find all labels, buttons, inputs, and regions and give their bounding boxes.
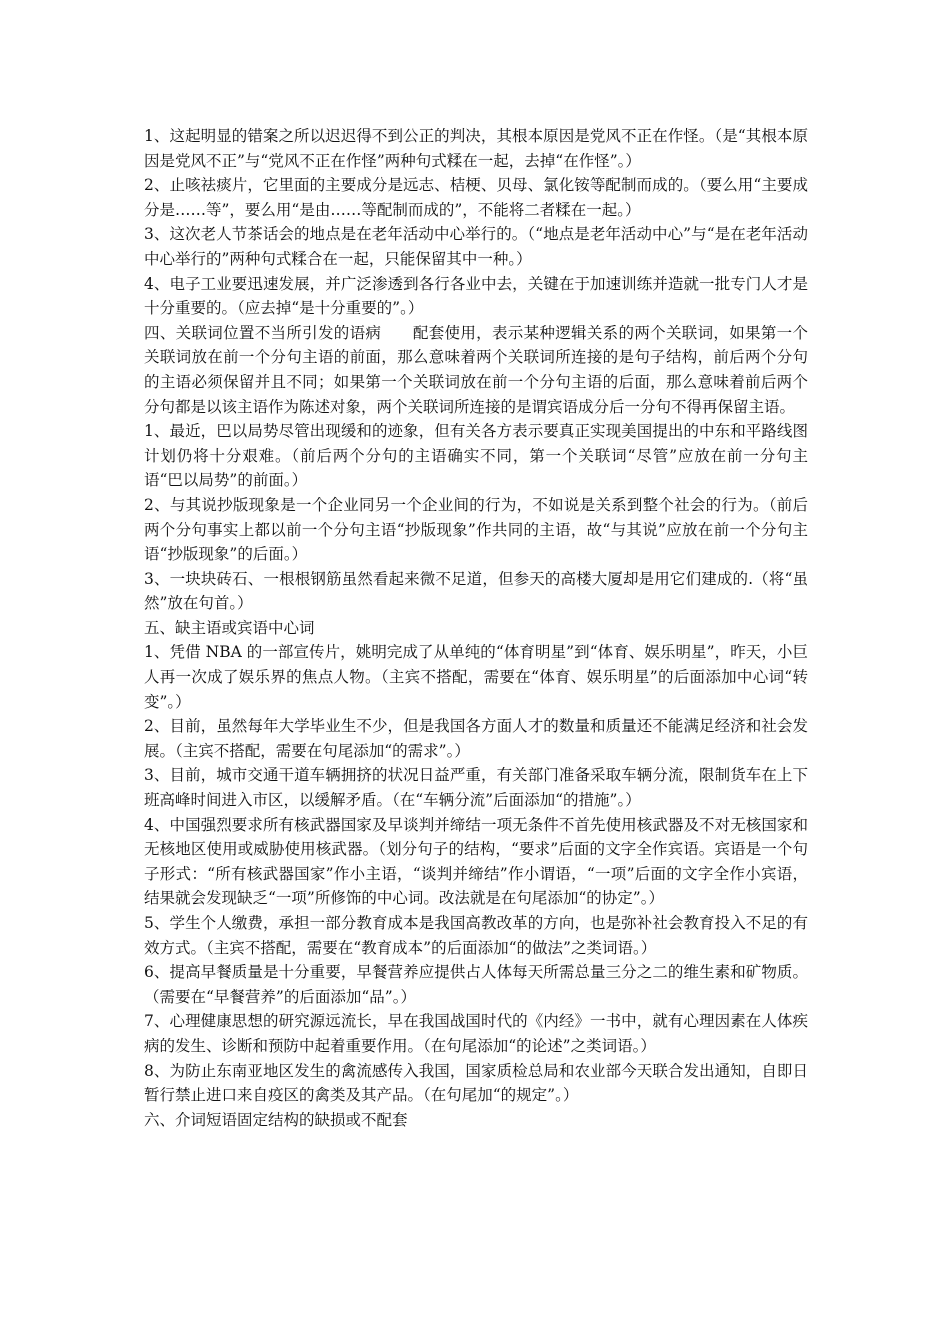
paragraph-14: 5、学生个人缴费，承担一部分教育成本是我国高教改革的方向，也是弥补社会教育投入不足的有效方式。（主宾不搭配，需要在“教育成本”的后面添加“的做法”之类词语。） xyxy=(144,914,808,957)
paragraph-16: 7、心理健康思想的研究源远流长，早在我国战国时代的《内经》一书中，就有心理因素在人体疾病的发生、诊断和预防中起着重要作用。（在句尾添加“的论述”之类词语。） xyxy=(144,1012,808,1055)
paragraph-7: 2、与其说抄版现象是一个企业同另一个企业间的行为，不如说是关系到整个社会的行为。（前后两个分句事实上都以前一个分句主语“抄版现象”作共同的主语，故“与其说”应放在前一个分句主语“抄版现象”的后面。） xyxy=(144,495,808,564)
section-heading-6: 六、介词短语固定结构的缺损或不配套 xyxy=(144,1110,408,1129)
paragraph-15: 6、提高早餐质量是十分重要，早餐营养应提供占人体每天所需总量三分之二的维生素和矿物质。（需要在“早餐营养”的后面添加“品”。） xyxy=(144,963,808,1006)
paragraph-4: 4、电子工业要迅速发展，并广泛渗透到各行各业中去，关键在于加速训练并造就一批专门人才是十分重要的。（应去掉“是十分重要的”。） xyxy=(144,274,808,318)
paragraph-11: 2、目前，虽然每年大学毕业生不少，但是我国各方面人才的数量和质量还不能满足经济和社会发展。（主宾不搭配，需要在句尾添加“的需求”。） xyxy=(144,717,808,760)
paragraph-3: 3、这次老人节茶话会的地点是在老年活动中心举行的。（“地点是老年活动中心”与“是在老年活动中心举行的”两种句式糅合在一起，只能保留其中一种。） xyxy=(144,225,808,268)
paragraph-10: 1、凭借 NBA 的一部宣传片，姚明完成了从单纯的“体育明星”到“体育、娱乐明星”，昨天，小巨人再一次成了娱乐界的焦点人物。（主宾不搭配，需要在“体育、娱乐明星”的后面添加中心词“转变”。） xyxy=(144,643,808,711)
paragraph-17: 8、为防止东南亚地区发生的禽流感传入我国，国家质检总局和农业部今天联合发出通知，自即日暂行禁止进口来自疫区的禽类及其产品。（在句尾加“的规定”。） xyxy=(144,1061,808,1105)
paragraph-12: 3、目前，城市交通干道车辆拥挤的状况日益严重，有关部门准备采取车辆分流，限制货车在上下班高峰时间进入市区，以缓解矛盾。（在“车辆分流”后面添加“的措施”。） xyxy=(144,766,808,810)
document-body xyxy=(144,124,808,1132)
paragraph-2: 2、止咳祛痰片，它里面的主要成分是远志、桔梗、贝母、氯化铵等配制而成的。（要么用“主要成分是……等”，要么用“是由……等配制而成的”，不能将二者糅在一起。） xyxy=(144,176,808,219)
section-heading-4: 四、关联词位置不当所引发的语病 配套使用，表示某种逻辑关系的两个关联词，如果第一个关联词放在前一个分句主语的前面，那么意味着两个关联词所连接的是句子结构，前后两个分句的主语必须保留并且不同；如果第一个关联词放在前一个分句主语的后面，那么意味着前后两个分句都是以该主语作为陈述对象，两个关联词所连接的是谓宾语成分后一分句不得再保留主语。 xyxy=(144,323,808,416)
section-heading-5: 五、缺主语或宾语中心词 xyxy=(144,618,315,637)
paragraph-1: 1、这起明显的错案之所以迟迟得不到公正的判决，其根本原因是党风不正在作怪。（是“其根本原因是党风不正”与“党风不正在作怪”两种句式糅在一起，去掉“在作怪”。） xyxy=(144,127,808,170)
paragraph-13: 4、中国强烈要求所有核武器国家及早谈判并缔结一项无条件不首先使用核武器及不对无核国家和无核地区使用或威胁使用核武器。（划分句子的结构，“要求”后面的文字全作宾语。宾语是一个句子形式：“所有核武器国家”作小主语，“谈判并缔结”作小谓语，“一项”后面的文字全作小宾语，结果就会发现缺乏“一项”所修饰的中心词。改法就是在句尾添加“的协定”。） xyxy=(144,815,808,908)
paragraph-6: 1、最近，巴以局势尽管出现缓和的迹象，但有关各方表示要真正实现美国提出的中东和平路线图计划仍将十分艰难。（前后两个分句的主语确实不同，第一个关联词“尽管”应放在前一分句主语“巴以局势”的前面。） xyxy=(144,422,808,490)
paragraph-8: 3、一块块砖石、一根根钢筋虽然看起来微不足道，但参天的高楼大厦却是用它们建成的.（将“虽然”放在句首。） xyxy=(144,569,808,613)
